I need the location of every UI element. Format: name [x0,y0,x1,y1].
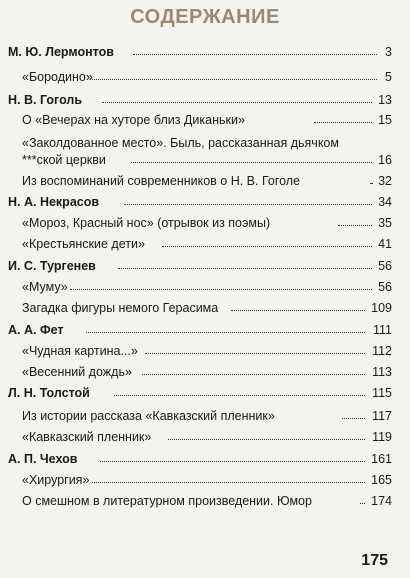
toc-entry-label: О «Вечерах на хуторе близ Диканьки» [22,113,245,127]
toc-entry-page: 5 [385,70,392,84]
leader-dots [231,310,365,311]
leader-dots [360,503,365,504]
toc-entry-page: 165 [371,473,392,487]
toc-entry-mumu [0,276,410,298]
toc-entry-tolstoy [0,382,410,404]
page-title: СОДЕРЖАНИЕ [130,6,280,28]
toc-entry-gogol [0,89,410,111]
toc-entry-khirurgiya [0,469,410,491]
leader-dots [342,418,365,419]
toc-entry-label: Загадка фигуры немого Герасима [22,301,219,315]
leader-dots [370,183,372,184]
toc-entry-label: ***ской церкви [22,153,106,167]
toc-entry-label: «Весенний дождь» [22,365,132,379]
toc-entry-page: 111 [372,323,392,337]
toc-entry-page: 13 [378,93,392,107]
toc-entry-page: 56 [378,259,392,273]
toc-entry-label: «Мороз, Красный нос» (отрывок из поэмы) [22,216,271,230]
toc-entry-page: 113 [372,365,392,379]
toc-entry-yumor [0,490,410,512]
toc-entry-page: 109 [371,301,392,315]
page-number: 175 [361,552,388,569]
toc-entry-label: Из истории рассказа «Кавказский пленник» [22,409,275,423]
toc-entry-vesenniy [0,361,410,383]
toc-entry-vospominaniya [0,170,410,192]
toc-entry-label: А. П. Чехов [8,452,78,466]
leader-dots [114,395,365,396]
toc-entry-label: Н. В. Гоголь [8,93,83,107]
toc-entry-page: 35 [378,216,392,230]
leader-dots [142,374,365,375]
toc-entry-page: 15 [378,113,392,127]
toc-entry-label: «Кавказский пленник» [22,430,152,444]
leader-dots [92,482,365,483]
toc-entry-label: Л. Н. Толстой [8,386,90,400]
toc-entry-krestyanskie [0,233,410,255]
leader-dots [86,332,365,333]
leader-dots [131,162,372,163]
toc-entry-istoriya [0,405,410,427]
leader-dots [168,439,365,440]
toc-entry-page: 161 [371,452,392,466]
leader-dots [100,461,365,462]
leader-dots [90,79,377,80]
leader-dots [145,353,365,354]
toc-entry-page: 16 [378,153,392,167]
toc-entry-label: М. Ю. Лермонтов [8,45,114,59]
toc-entry-page: 3 [385,45,392,59]
leader-dots [162,246,372,247]
toc-entry-label: «Заколдованное место». Быль, рассказанная дьячком [22,136,339,150]
toc-entry-page: 119 [372,430,392,444]
toc-entry-label: И. С. Тургенев [8,259,96,273]
toc-entry-page: 41 [378,237,392,251]
toc-entry-label: Из воспоминаний современников о Н. В. Гоголе [22,174,301,188]
toc-entry-nekrasov [0,191,410,213]
leader-dots [70,289,372,290]
toc-entry-page: 56 [378,280,392,294]
toc-entry-page: 34 [378,195,392,209]
toc-entry-page: 117 [372,409,392,423]
toc-entry-label: «Хирургия» [22,473,90,487]
toc-entry-fet [0,319,410,341]
toc-entry-chekhov [0,448,410,470]
toc-entry-label: «Чудная картина...» [22,344,138,358]
toc-entry-turgenev [0,255,410,277]
toc-entry-borodino [0,66,410,88]
toc-entry-page: 115 [372,386,392,400]
toc-entry-label: Н. А. Некрасов [8,195,100,209]
toc-entry-chudnaya [0,340,410,362]
toc-entry-zagadka [0,297,410,319]
leader-dots [118,268,372,269]
toc-entry-vechera [0,109,410,131]
leader-dots [314,122,372,123]
toc-entry-label: «Крестьянские дети» [22,237,145,251]
toc-entry-moroz [0,212,410,234]
leader-dots [102,102,372,103]
toc-entry-label: А. А. Фет [8,323,64,337]
toc-entry-label: «Муму» [22,280,68,294]
toc-entry-label: О смешном в литературном произведении. Юмор [22,494,312,508]
leader-dots [133,54,377,55]
leader-dots [338,225,372,226]
toc-entry-lermontov [0,41,410,63]
toc-entry-page: 112 [372,344,392,358]
toc-entry-tserkvi [0,149,410,171]
toc-entry-page: 32 [378,174,392,188]
toc-entry-kavkazskiy [0,426,410,448]
leader-dots [124,204,372,205]
toc-entry-label: «Бородино» [22,70,93,84]
toc-entry-page: 174 [371,494,392,508]
